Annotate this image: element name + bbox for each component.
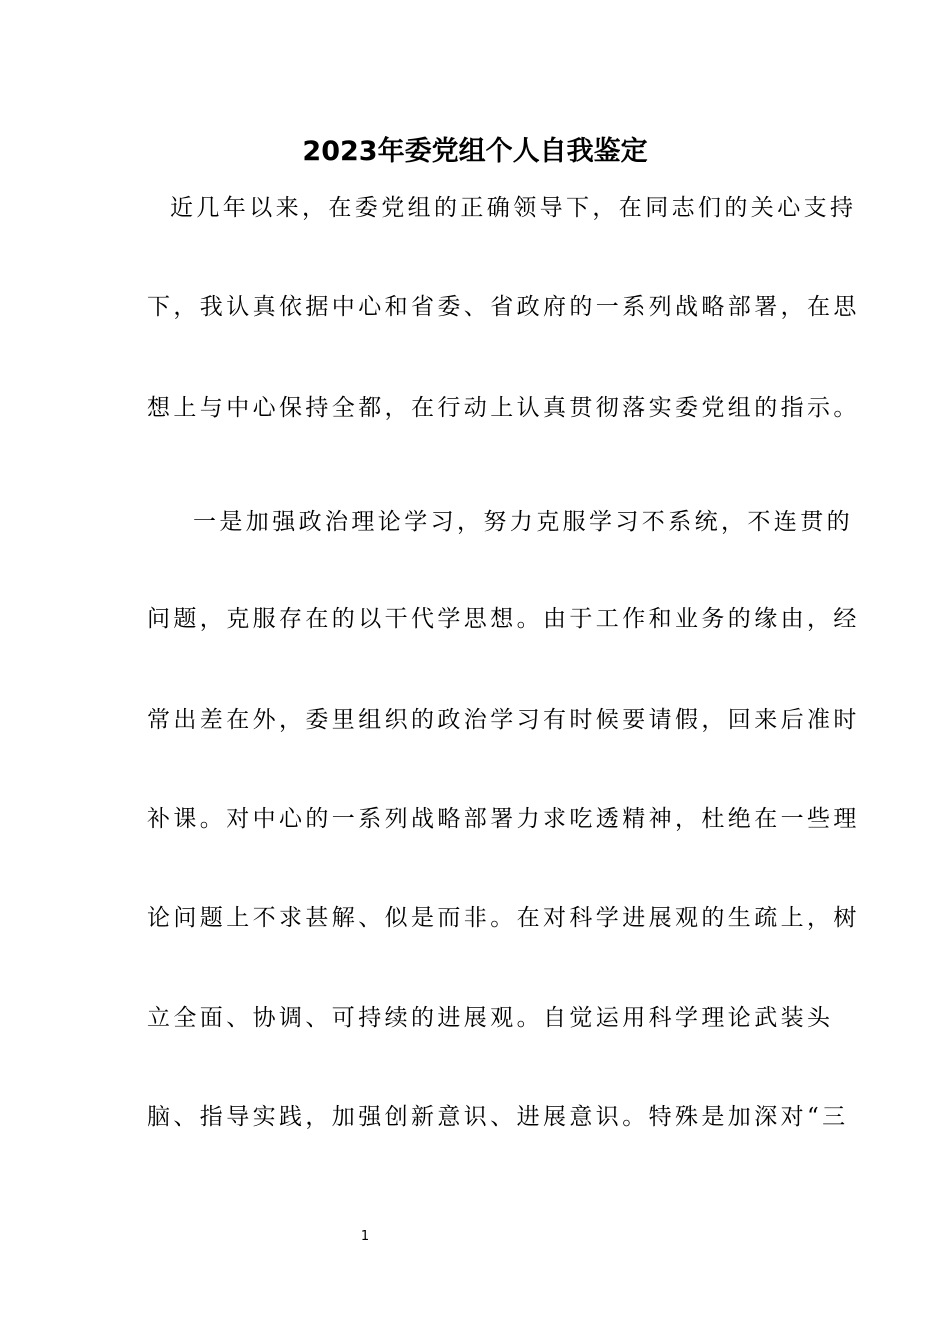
paragraph-line: 问题，克服存在的以干代学思想。由于工作和业务的缘由，经 — [147, 606, 860, 632]
paragraph-line: 立全面、协调、可持续的进展观。自觉运用科学理论武装头 — [147, 1005, 834, 1031]
paragraph-line: 脑、指导实践，加强创新意识、进展意识。特殊是加深对“三 — [147, 1104, 849, 1130]
paragraph-line: 常出差在外，委里组织的政治学习有时候要请假，回来后准时 — [147, 707, 860, 733]
paragraph-line: 下，我认真依据中心和省委、省政府的一系列战略部署，在思 — [147, 294, 860, 320]
page-number: 1 — [360, 1229, 370, 1244]
paragraph-line: 一是加强政治理论学习，努力克服学习不系统，不连贯的 — [193, 509, 853, 535]
paragraph-line: 想上与中心保持全都，在行动上认真贯彻落实委党组的指示。 — [147, 395, 860, 421]
document-title: 2023年委党组个人自我鉴定 — [302, 136, 648, 167]
paragraph-line: 补课。对中心的一系列战略部署力求吃透精神，杜绝在一些理 — [147, 806, 860, 832]
paragraph-line: 近几年以来，在委党组的正确领导下，在同志们的关心支持 — [170, 195, 857, 221]
paragraph-line: 论问题上不求甚解、似是而非。在对科学进展观的生疏上，树 — [147, 905, 860, 931]
